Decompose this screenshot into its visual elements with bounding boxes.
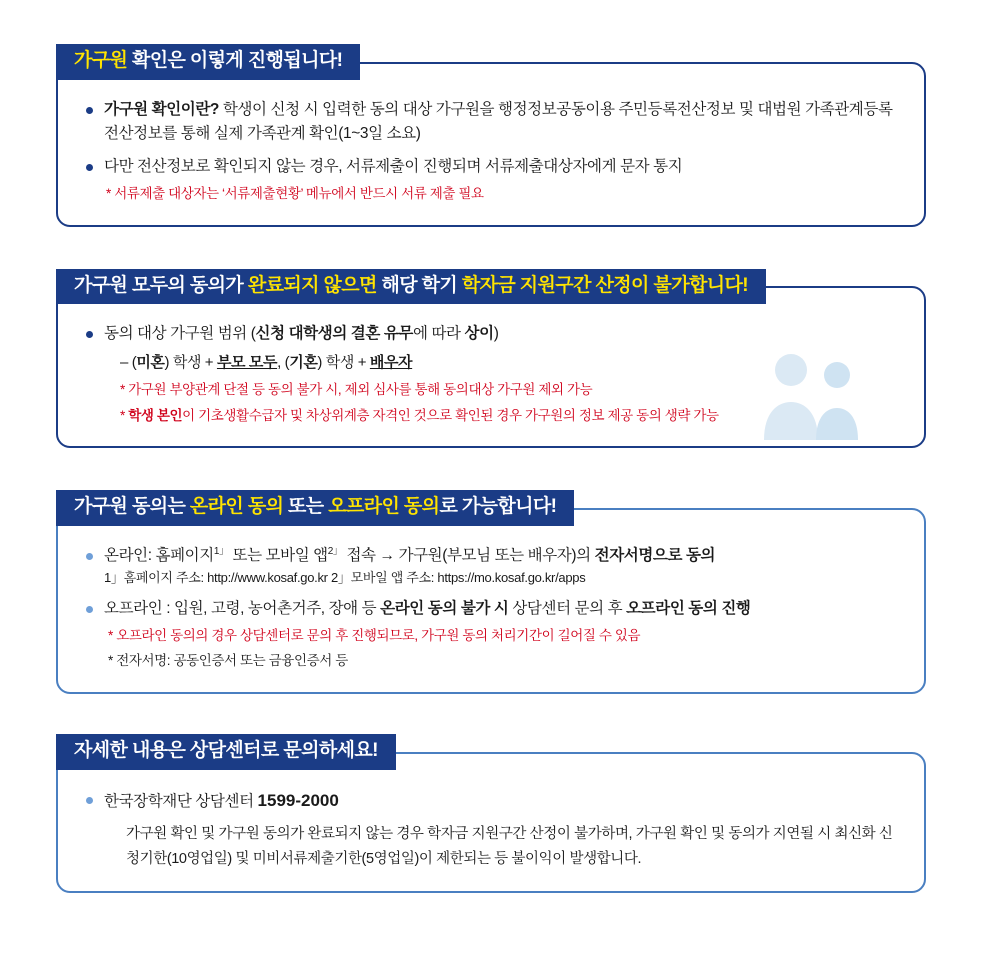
section-consent-method-header — [56, 490, 574, 526]
section-consent-method — [0, 490, 982, 694]
offline-pre: 오프라인 : 입원, 고령, 농어촌거주, 장애 등 — [104, 599, 381, 617]
header-part1: 가구원 모두의 동의가 — [74, 274, 248, 296]
offline-bold-1: 온라인 동의 불가 시 — [380, 599, 509, 617]
item-text: 학생이 신청 시 입력한 동의 대상 가구원을 행정정보공동이용 주민등록전산정보 및 대법원 가족관계등록전산정보를 통해 실제 가족관계 확인(1~3일 소요) — [104, 100, 893, 142]
contact-phone-number: 1599-2000 — [257, 790, 339, 810]
item-text: 동의 대상 가구원 범위 ( — [104, 325, 256, 343]
header-highlight-2: 학자금 지원구간 산정이 불가합니다! — [461, 274, 748, 296]
consent-scope-list — [84, 322, 898, 426]
list-item — [84, 322, 898, 426]
online-ref-1: 1」 — [213, 546, 229, 558]
section-contact — [0, 734, 982, 894]
header-mid: 또는 — [283, 496, 329, 518]
section-consent-all — [0, 269, 982, 449]
consent-method-list — [84, 544, 898, 672]
section-consent-all-header — [56, 269, 766, 305]
sub-mid-2: , ( — [277, 354, 290, 372]
item-tail-2: ) — [493, 325, 499, 343]
section-verify — [0, 44, 982, 227]
list-item — [84, 155, 898, 179]
note-bold: 학생 본인 — [128, 407, 183, 423]
contact-list — [84, 788, 898, 872]
header-highlight-1: 완료되지 않으면 — [247, 274, 377, 296]
sub-pre: – ( — [120, 354, 137, 372]
verify-note: * 서류제출 대상자는 ‘서류제출현황’ 메뉴에서 반드시 서류 제출 필요 — [106, 185, 484, 201]
list-item — [84, 98, 898, 146]
offline-mid: 상담센터 문의 후 — [508, 599, 627, 617]
list-item — [84, 544, 898, 588]
sub-mid-3: ) 학생 + — [317, 354, 370, 372]
contact-label: 한국장학재단 상담센터 — [104, 792, 258, 810]
note-pre: * — [120, 407, 129, 423]
consent-scope-sub — [120, 352, 898, 375]
section-consent-all-box — [56, 286, 926, 448]
sub-underline-1: 부모 모두 — [216, 354, 278, 372]
header-highlight-offline: 오프라인 동의 — [328, 496, 440, 518]
header-pre: 가구원 동의는 — [74, 496, 190, 518]
item-lead: 가구원 확인이란? — [104, 100, 219, 118]
offline-bold-2: 오프라인 동의 진행 — [626, 599, 751, 617]
item-tail: 에 따라 — [413, 325, 465, 343]
section-consent-method-box — [56, 508, 926, 694]
list-item — [84, 597, 898, 672]
sub-underline-2: 배우자 — [369, 354, 413, 372]
header-highlight-online: 온라인 동의 — [189, 496, 284, 518]
online-mid: 또는 모바일 앱 — [228, 547, 328, 565]
offline-note-2: * 전자서명: 공동인증서 또는 금융인증서 등 — [108, 653, 348, 669]
item-text: 다만 전산정보로 확인되지 않는 경우, 서류제출이 진행되며 서류제출대상자에게 문자 통지 — [104, 157, 683, 175]
verify-list — [84, 98, 898, 179]
sub-bold-1: 미혼 — [136, 354, 165, 372]
section-contact-header: 자세한 내용은 상담센터로 문의하세요! — [56, 734, 396, 770]
consent-note-2 — [120, 405, 898, 427]
section-verify-box — [56, 62, 926, 227]
contact-paragraph: 가구원 확인 및 가구원 동의가 완료되지 않는 경우 학자금 지원구간 산정이 불가하며, 가구원 확인 및 동의가 지연될 시 최신화 신청기한(10영업일) 및 미비서류제출기한(5영업일)이 제한되는 등 불이익이 발생합니다. — [126, 826, 893, 867]
online-urls: 1」홈페이지 주소: http://www.kosaf.go.kr 2」모바일 앱 주소: https://mo.kosaf.go.kr/apps — [104, 570, 586, 586]
online-label: 온라인: 홈페이지 — [104, 547, 214, 565]
sub-mid-1: ) 학생 + — [164, 354, 217, 372]
item-bold-2: 상이 — [464, 325, 494, 343]
online-bold: 전자서명으로 동의 — [594, 547, 716, 565]
online-ref-2: 2」 — [327, 546, 343, 558]
header-rest: 확인은 이렇게 진행됩니다! — [127, 50, 343, 71]
header-post: 로 가능합니다! — [439, 496, 557, 518]
header-part2: 해당 학기 — [376, 274, 462, 296]
offline-note-1: * 오프라인 동의의 경우 상담센터로 문의 후 진행되므로, 가구원 동의 처리기간이 길어질 수 있음 — [108, 627, 641, 643]
consent-note-1: * 가구원 부양관계 단절 등 동의 불가 시, 제외 심사를 통해 동의대상 가구원 제외 가능 — [120, 381, 593, 397]
online-rest: 접속 → 가구원(부모님 또는 배우자)의 — [342, 547, 595, 565]
section-verify-header — [56, 44, 360, 80]
section-contact-box — [56, 752, 926, 894]
note-rest: 이 기초생활수급자 및 차상위계층 자격인 것으로 확인된 경우 가구원의 정보 제공 동의 생략 가능 — [182, 407, 719, 423]
item-bold: 신청 대학생의 결혼 유무 — [255, 325, 413, 343]
header-highlight: 가구원 — [74, 50, 128, 71]
sub-bold-2: 기혼 — [289, 354, 318, 372]
list-item — [84, 788, 898, 872]
